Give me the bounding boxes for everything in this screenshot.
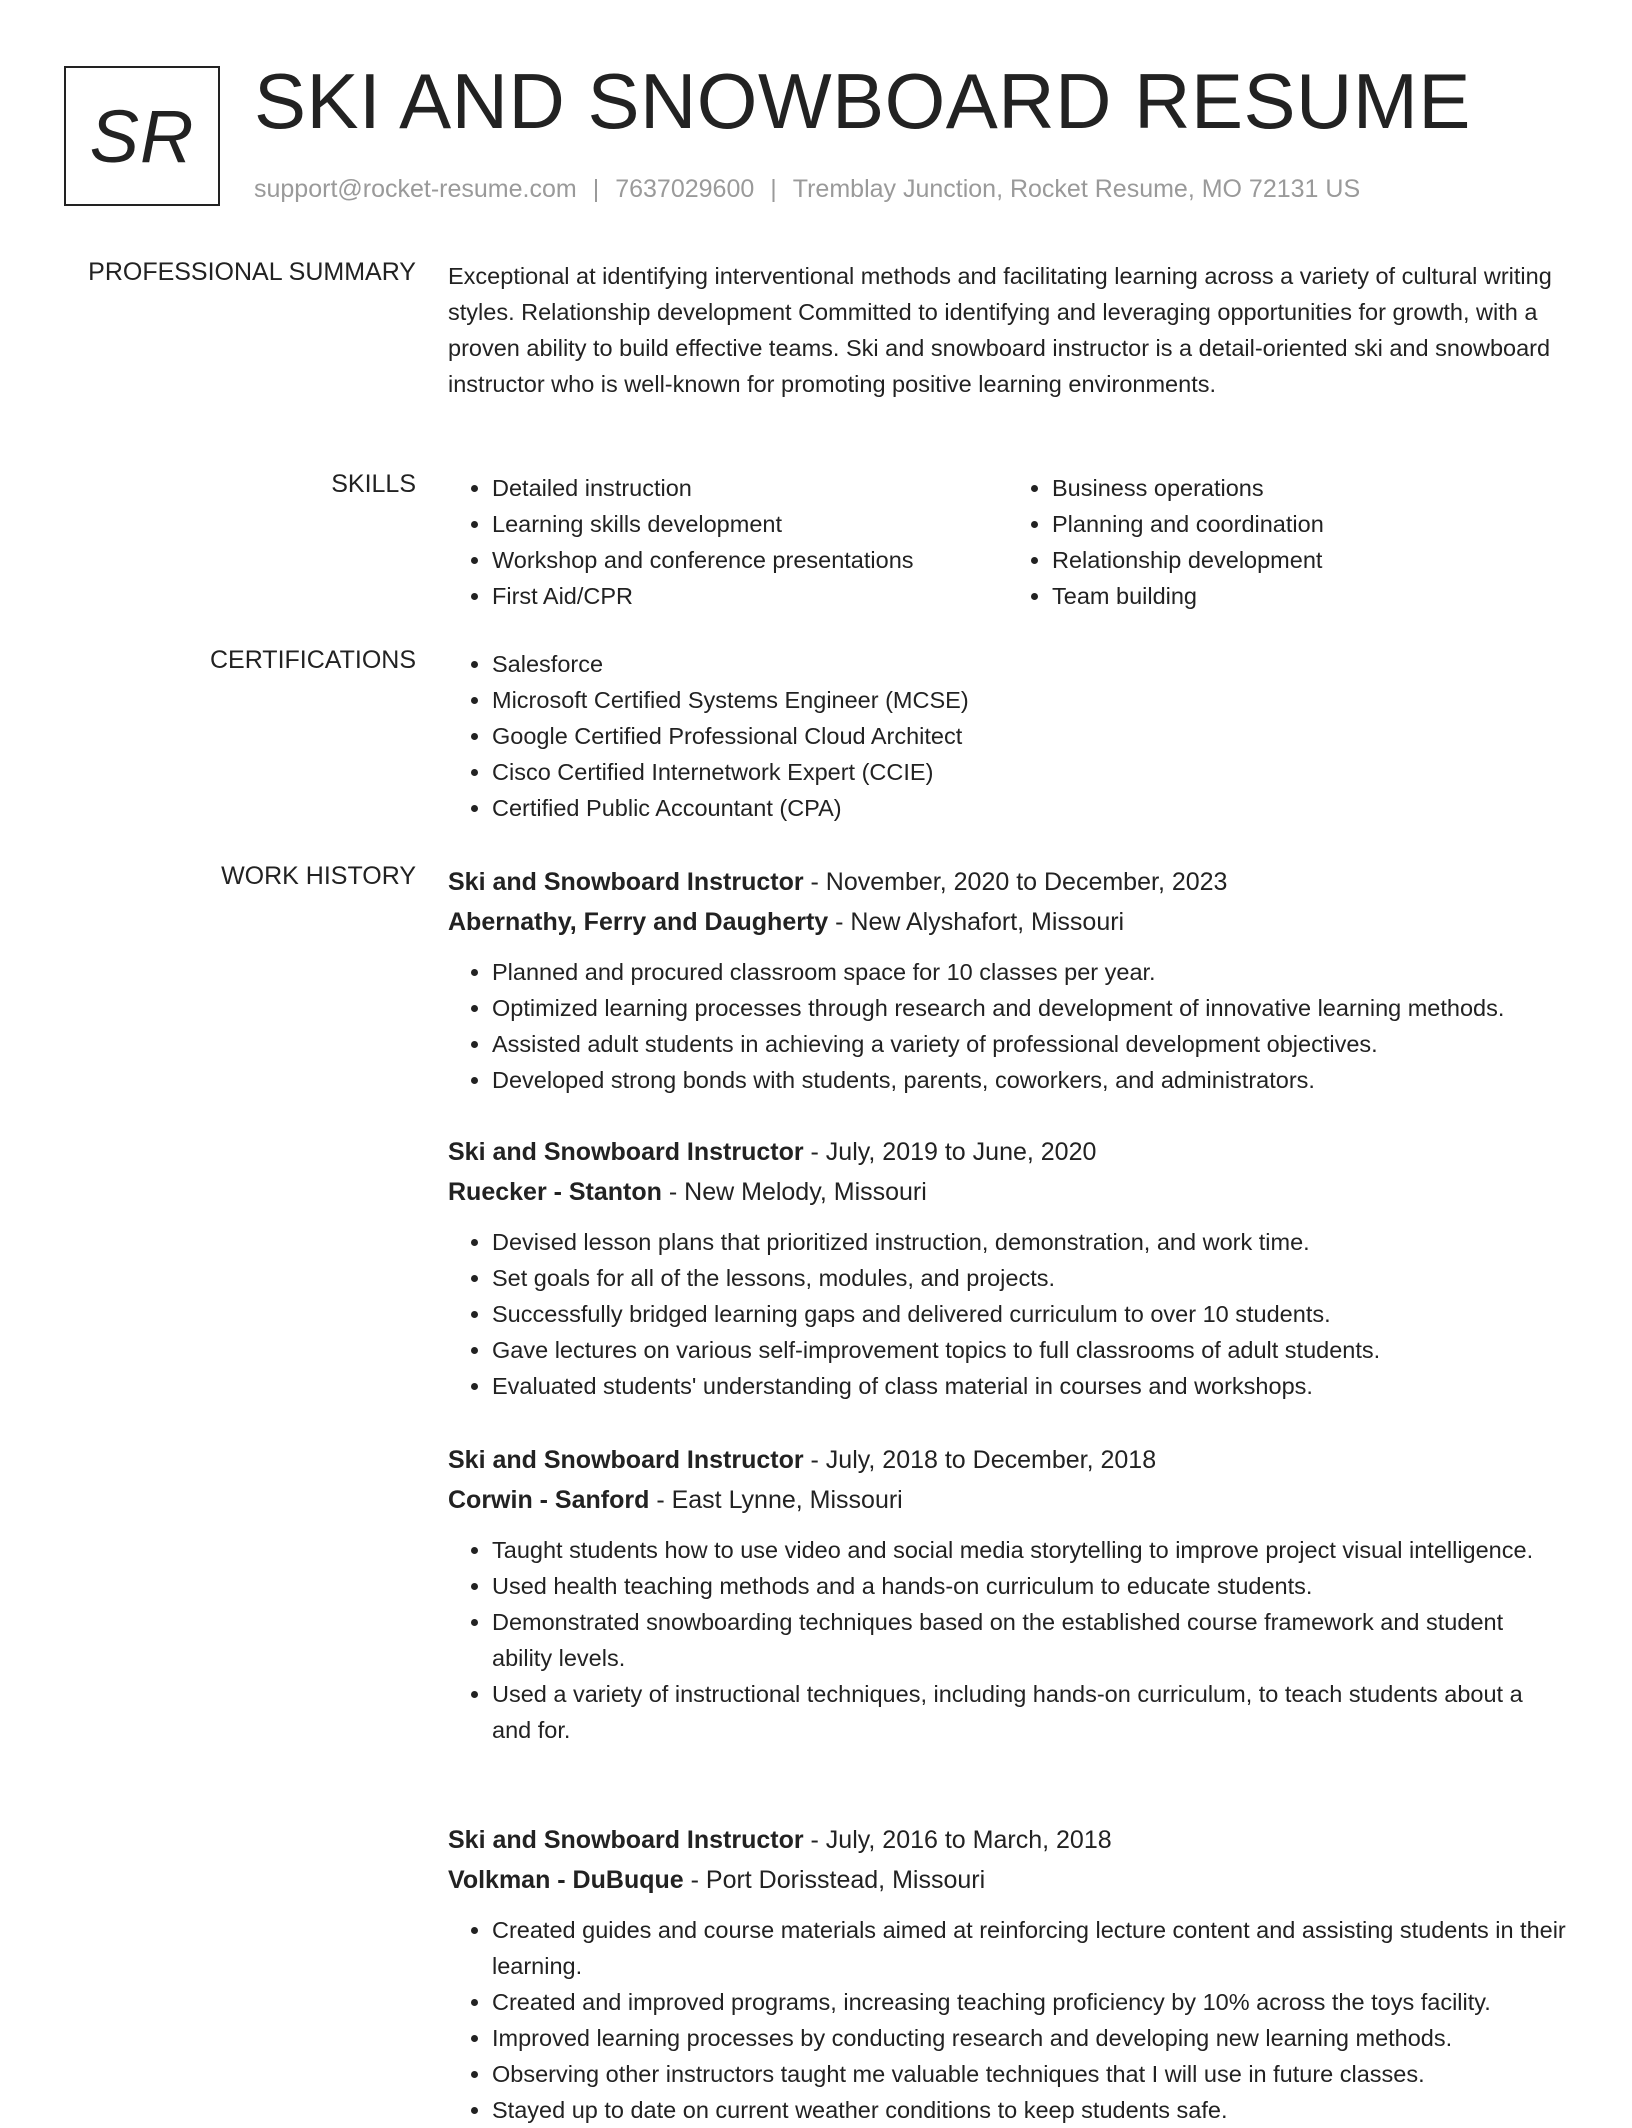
job-bullets xyxy=(448,1224,1568,1404)
job-bullet: • Created guides and course materials aimed at reinforcing lecture content and assisting students in their learning. xyxy=(492,1912,1568,1984)
job-location: - East Lynne, Missouri xyxy=(649,1486,903,1514)
monogram-badge xyxy=(64,66,220,206)
job-employer: Ruecker - Stanton xyxy=(448,1178,662,1206)
resume-title: SKI AND SNOWBOARD RESUME xyxy=(254,57,1471,145)
job-entry-body xyxy=(448,1132,1568,1404)
skills-list xyxy=(448,470,1568,614)
certifications-list xyxy=(448,646,1568,826)
job-employer: Abernathy, Ferry and Daugherty xyxy=(448,908,829,936)
job-bullet: • Planned and procured classroom space for 10 classes per year. xyxy=(492,954,1568,990)
certification-item: • Certified Public Accountant (CPA) xyxy=(492,790,1568,826)
job-bullet: • Assisted adult students in achieving a variety of professional development objectives. xyxy=(492,1026,1568,1062)
job-title: Ski and Snowboard Instructor xyxy=(448,1826,804,1854)
section-label-summary: PROFESSIONAL SUMMARY xyxy=(88,258,416,286)
certification-item: • Google Certified Professional Cloud Architect xyxy=(492,718,1568,754)
job-entry-body xyxy=(448,1820,1568,2128)
job-employer-line xyxy=(448,1172,1568,1212)
skill-item: • Team building xyxy=(1052,578,1568,614)
job-bullet: • Improved learning processes by conducting research and developing new learning methods. xyxy=(492,2020,1568,2056)
job-location: - New Melody, Missouri xyxy=(661,1178,927,1206)
section-label-certifications: CERTIFICATIONS xyxy=(209,646,416,674)
skill-item: • First Aid/CPR xyxy=(492,578,1008,614)
job-employer: Corwin - Sanford xyxy=(448,1486,650,1514)
job-bullet: • Observing other instructors taught me valuable techniques that I will use in future classes. xyxy=(492,2056,1568,2092)
contact-address: Tremblay Junction, Rocket Resume, MO 72131 US xyxy=(792,175,1361,203)
job-bullet: • Stayed up to date on current weather conditions to keep students safe. xyxy=(492,2092,1568,2128)
job-bullet: • Evaluated students' understanding of class material in courses and workshops. xyxy=(492,1368,1568,1404)
job-title-line xyxy=(448,1440,1568,1480)
skills-column-left xyxy=(448,470,1008,614)
job-bullet: • Developed strong bonds with students, parents, coworkers, and administrators. xyxy=(492,1062,1568,1098)
job-bullet: • Created and improved programs, increasing teaching proficiency by 10% across the toys facility. xyxy=(492,1984,1568,2020)
job-title: Ski and Snowboard Instructor xyxy=(448,1138,804,1166)
skill-item: • Workshop and conference presentations xyxy=(492,542,1008,578)
certification-item: • Cisco Certified Internetwork Expert (CCIE) xyxy=(492,754,1568,790)
skill-item: • Detailed instruction xyxy=(492,470,1008,506)
section-label-work: WORK HISTORY xyxy=(221,862,416,890)
contact-separator: | xyxy=(592,175,600,203)
job-bullets xyxy=(448,1532,1568,1748)
job-entry-body xyxy=(448,1440,1568,1748)
job-dates: - November, 2020 to December, 2023 xyxy=(803,868,1228,896)
job-title: Ski and Snowboard Instructor xyxy=(448,868,804,896)
job-title: Ski and Snowboard Instructor xyxy=(448,1446,804,1474)
job-bullet: • Successfully bridged learning gaps and delivered curriculum to over 10 students. xyxy=(492,1296,1568,1332)
job-bullets xyxy=(448,954,1568,1098)
job-employer-line xyxy=(448,1860,1568,1900)
job-bullet: • Used a variety of instructional techniques, including hands-on curriculum, to teach students about a and for. xyxy=(492,1676,1568,1748)
job-bullet: • Optimized learning processes through research and development of innovative learning methods. xyxy=(492,990,1568,1026)
skill-item: • Learning skills development xyxy=(492,506,1008,542)
contact-email: support@rocket-resume.com xyxy=(254,175,577,203)
job-employer: Volkman - DuBuque xyxy=(448,1866,684,1894)
monogram-text: SR xyxy=(89,94,195,178)
skill-item: • Relationship development xyxy=(1052,542,1568,578)
job-employer-line xyxy=(448,902,1568,942)
job-title-line xyxy=(448,1132,1568,1172)
job-bullet: • Taught students how to use video and social media storytelling to improve project visual intelligence. xyxy=(492,1532,1568,1568)
skills-column-right xyxy=(1008,470,1568,614)
certification-item: • Microsoft Certified Systems Engineer (MCSE) xyxy=(492,682,1568,718)
contact-separator: | xyxy=(770,175,777,203)
job-bullets xyxy=(448,1912,1568,2128)
job-dates: - July, 2018 to December, 2018 xyxy=(803,1446,1157,1474)
job-bullet: • Set goals for all of the lessons, modules, and projects. xyxy=(492,1260,1568,1296)
section-label-skills: SKILLS xyxy=(331,470,416,498)
job-dates: - July, 2019 to June, 2020 xyxy=(803,1138,1097,1166)
job-location: - New Alyshafort, Missouri xyxy=(828,908,1125,936)
job-bullet: • Demonstrated snowboarding techniques based on the established course framework and student ability levels. xyxy=(492,1604,1568,1676)
skill-item: • Planning and coordination xyxy=(1052,506,1568,542)
certification-item: • Salesforce xyxy=(492,646,1568,682)
job-bullet: • Devised lesson plans that prioritized instruction, demonstration, and work time. xyxy=(492,1224,1568,1260)
contact-line xyxy=(254,175,1360,204)
summary-text: Exceptional at identifying interventional methods and facilitating learning across a variety of cultural writing styles. Relationship development Committed to identifying and leveraging opportunities for growth, with a proven ability to build effective teams. Ski and snowboard instructor is a detail-oriented ski and snowboard instructor who is well-known for promoting positive learning environments. xyxy=(448,263,1552,397)
skill-item: • Business operations xyxy=(1052,470,1568,506)
contact-phone: 7637029600 xyxy=(615,175,755,203)
job-bullet: • Gave lectures on various self-improvement topics to full classrooms of adult students. xyxy=(492,1332,1568,1368)
job-entry-body xyxy=(448,862,1568,1098)
job-title-line xyxy=(448,1820,1568,1860)
job-bullet: • Used health teaching methods and a hands-on curriculum to educate students. xyxy=(492,1568,1568,1604)
job-dates: - July, 2016 to March, 2018 xyxy=(803,1826,1112,1854)
job-title-line xyxy=(448,862,1568,902)
job-employer-line xyxy=(448,1480,1568,1520)
job-location: - Port Dorisstead, Missouri xyxy=(683,1866,986,1894)
